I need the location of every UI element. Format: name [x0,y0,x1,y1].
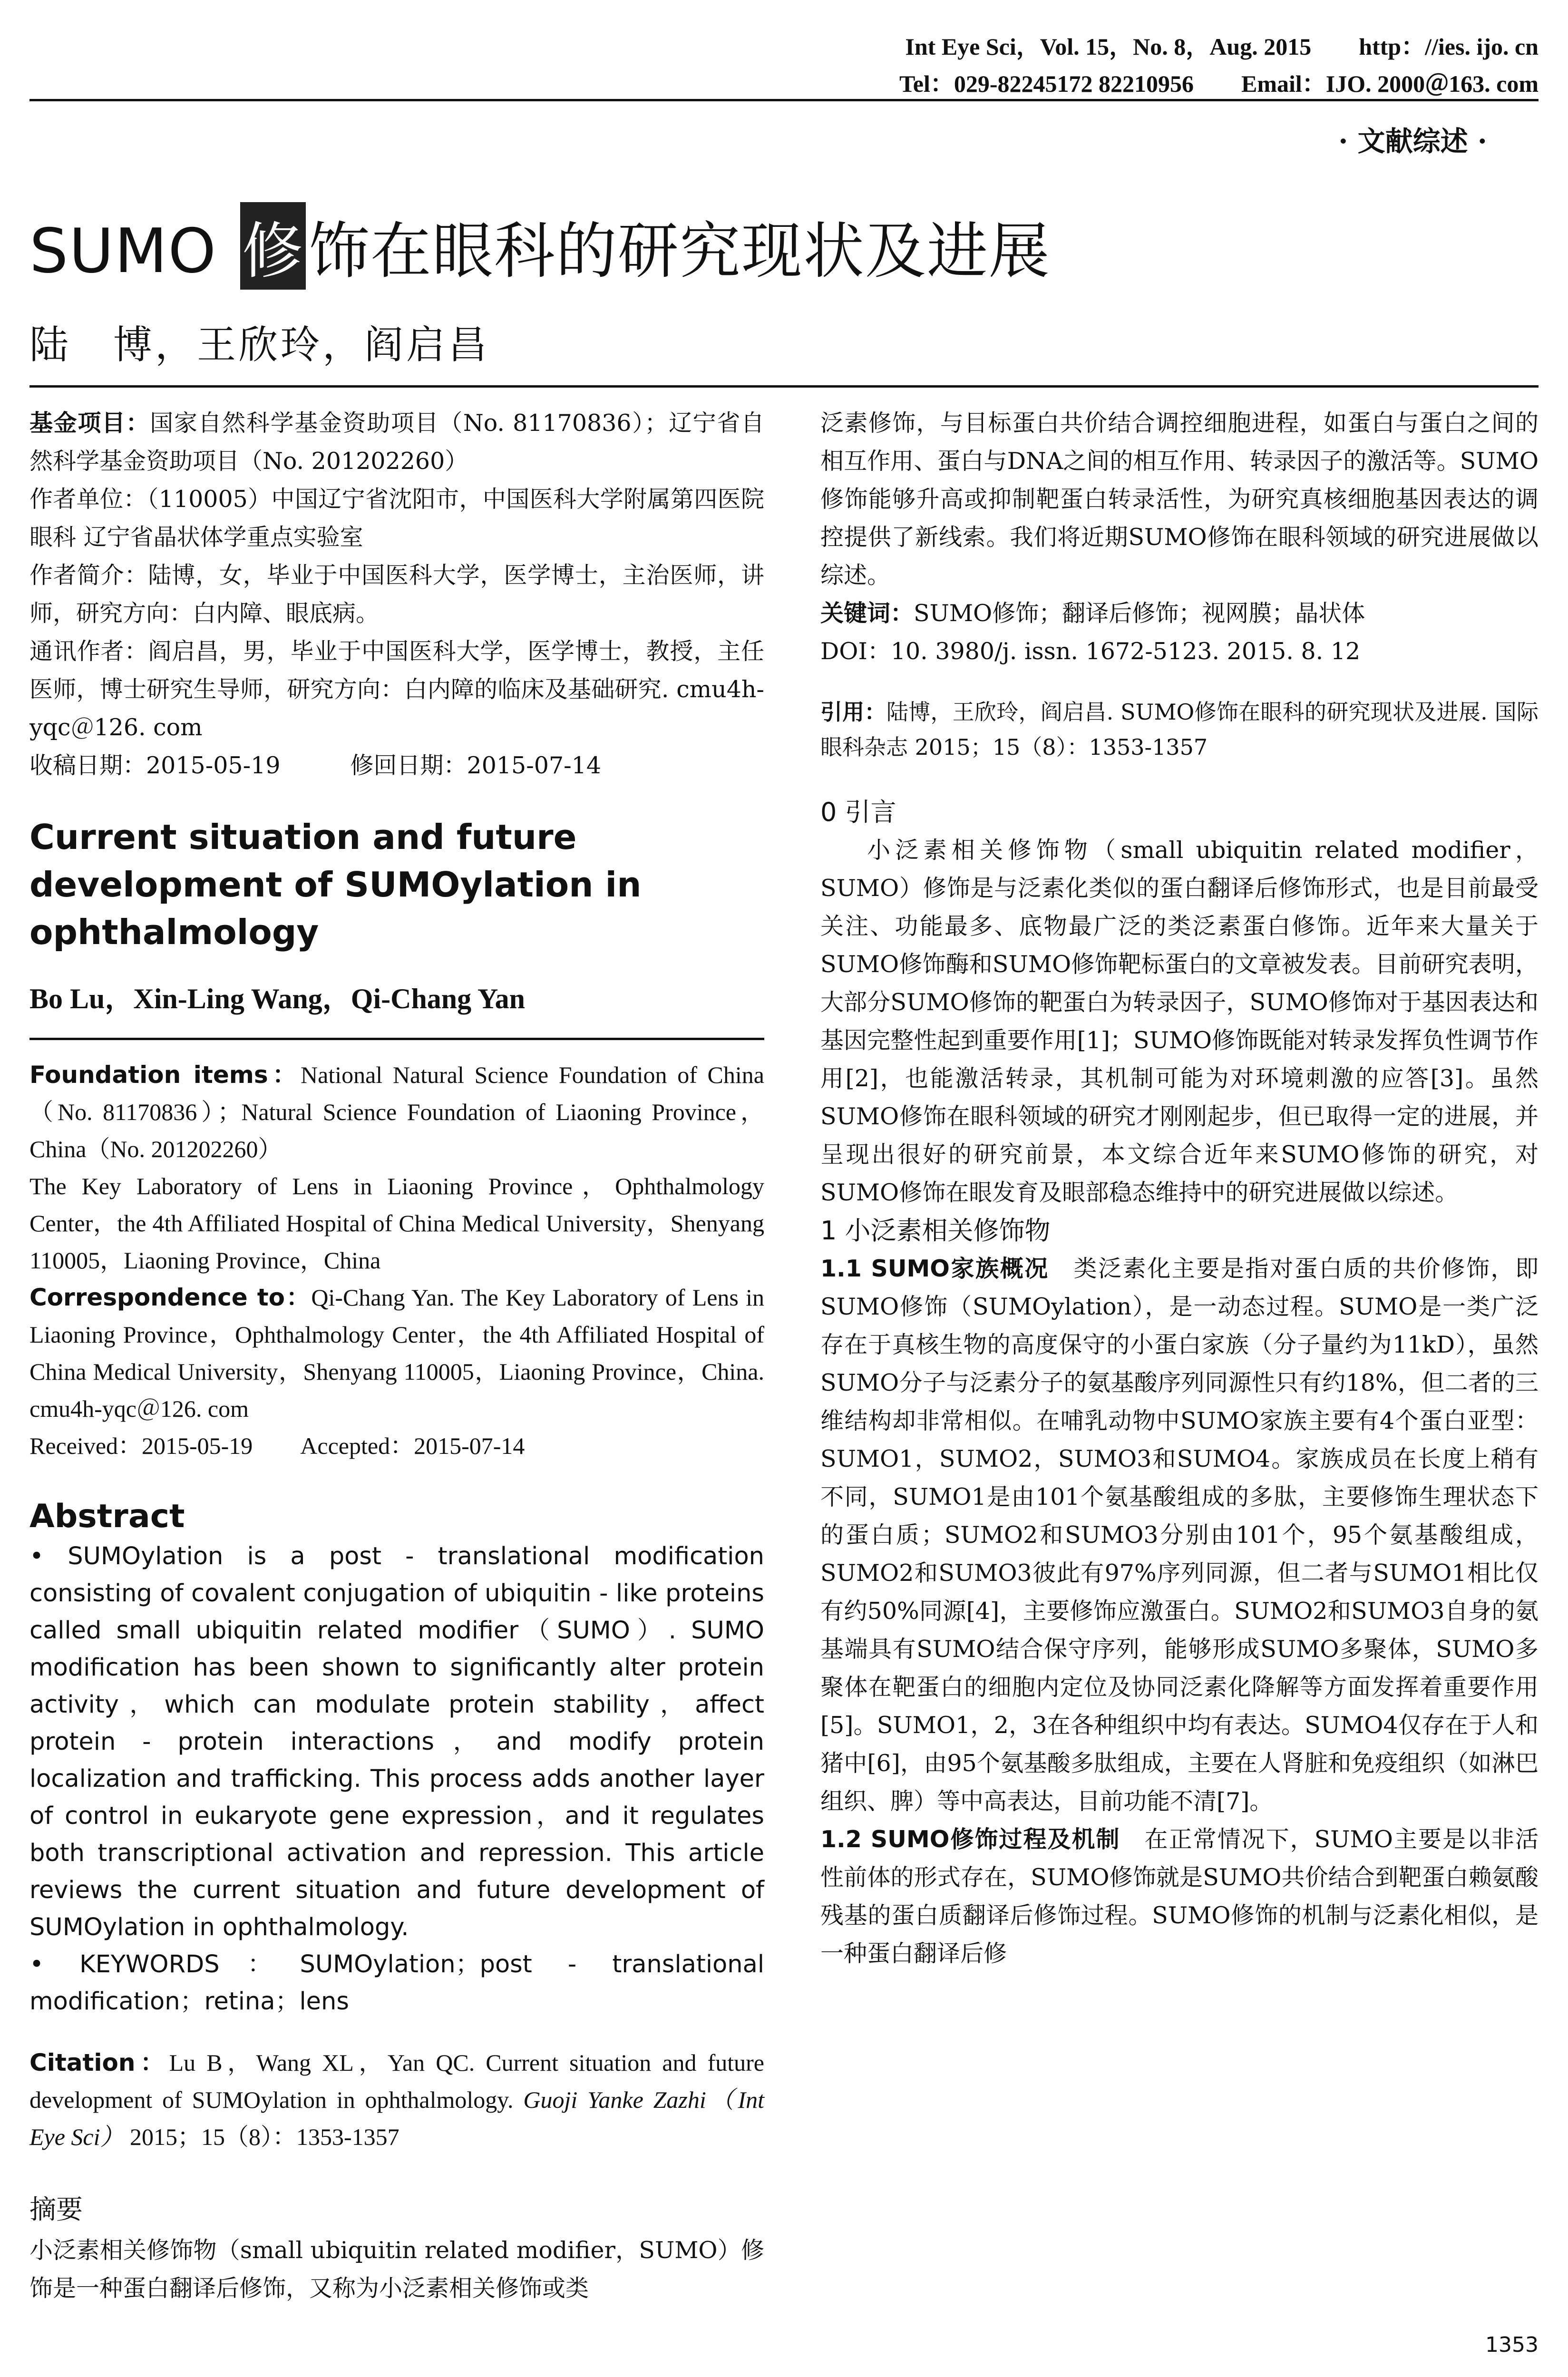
cite-cn: 引用：陆博，王欣玲，阎启昌. SUMO修饰在眼科的研究现状及进展. 国际眼科杂志 2015；15（8）：1353-1357 [820,699,1539,760]
keywords-cn: 关键词：SUMO修饰；翻译后修饰；视网膜；晶状体 [820,600,1365,627]
received-accepted: Received：2015-05-19 Accepted：2015-07-14 [29,1432,525,1459]
foundation-items: Foundation items：National Natural Science Foundation of China（No. 81170836）；Natural Science Foundation of Liaoning Province，China（No. 201202260） [29,1061,764,1162]
right-column [820,404,1539,1973]
keywords-en: • KEYWORDS：SUMOylation；post - translational modification；retina；lens [29,1950,764,2016]
title-part: 饰在眼科的研究现状及进展 [308,216,1051,287]
title-highlight: 修 [240,202,306,290]
affiliation-en: The Key Laboratory of Lens in Liaoning Province，Ophthalmology Center，the 4th Affiliated Hospital of China Medical University，Shenyang 110005，Liaoning Province，China [29,1173,764,1274]
section-0-heading: 0 引言 [820,797,896,827]
chinese-abstract: 小泛素相关修饰物（small ubiquitin related modifier，SUMO）修饰是一种蛋白翻译后修饰，又称为小泛素相关修饰或类 [29,2237,764,2302]
citation: Citation：Lu B，Wang XL，Yan QC. Current situation and future development of SUMOylation in ophthalmology. Guoji Yanke Zazhi（Int Eye Sci） 2015；15（8）：1353-1357 [29,2049,765,2150]
journal-url[interactable]: http：//ies. ijo. cn [1359,33,1539,60]
abstract-heading: Abstract [29,1498,185,1535]
article-title [29,202,1051,290]
journal-email[interactable]: Email：IJO. 2000＠163. com [1241,70,1539,97]
section-1-heading: 1 小泛素相关修饰物 [820,1216,1051,1246]
received-dates-cn: 收稿日期：2015-05-19 修回日期：2015-07-14 [29,752,602,779]
english-authors: Bo Lu，Xin-Ling Wang，Qi-Chang Yan [29,976,764,1040]
divider [29,385,1539,388]
author-bio: 作者简介：陆博，女，毕业于中国医科大学，医学博士，主治医师，讲师，研究方向：白内障、眼底病。 [29,562,764,627]
section-1-2: 1.2 SUMO修饰过程及机制 在正常情况下，SUMO主要是以非活性前体的形式存在，SUMO修饰就是SUMO共价结合到靶蛋白赖氨酸残基的蛋白质翻译后修饰过程。SUMO修饰的机制与泛素化相似，是一种蛋白翻译后修 [820,1826,1539,1967]
journal-tel: Tel：029-82245172 82210956 [899,70,1194,97]
authors-chinese: 陆 博，王欣玲，阎启昌 [29,322,490,368]
affiliation-info: 作者单位：（110005）中国辽宁省沈阳市，中国医科大学附属第四医院眼科 辽宁省晶状体学重点实验室 [29,486,764,551]
corresponding-author: 通讯作者：阎启昌，男，毕业于中国医科大学，医学博士，教授，主任医师，博士研究生导师，研究方向：白内障的临床及基础研究. cmu4h-yqc＠126. com [29,638,764,741]
chinese-abstract-cont: 泛素修饰，与目标蛋白共价结合调控细胞进程，如蛋白与蛋白之间的相互作用、蛋白与DNA之间的相互作用、转录因子的激活等。SUMO修饰能够升高或抑制靶蛋白转录活性，为研究真核细胞基因表达的调控提供了新线索。我们将近期SUMO修饰在眼科领域的研究进展做以综述。 [820,409,1539,589]
article-category: · 文献综述 · [1338,125,1487,157]
page-number: 1353 [1485,2333,1539,2357]
abstract-text: • SUMOylation is a post - translational modification consisting of covalent conjugation of ubiquitin - like proteins called small ubiquitin related modifier（SUMO）. SUMO modification has been shown to significantly alter protein activity，which can modulate protein stability，affect protein - protein interactions，and modify protein localization and trafficking. This process adds another layer of control in eukaryote gene expression，and it regulates both transcriptional activation and repression. This article reviews the current situation and future development of SUMOylation in ophthalmology. [29,1542,764,1941]
correspondence: Correspondence to：Qi-Chang Yan. The Key Laboratory of Lens in Liaoning Province，Ophthalmology Center，the 4th Affiliated Hospital of China Medical University，Shenyang 110005，Liaoning Province，China. cmu4h-yqc＠126. com [29,1284,764,1422]
left-column [29,404,764,2308]
doi[interactable]: DOI：10. 3980/j. issn. 1672-5123. 2015. 8. 12 [820,638,1361,665]
english-title: Current situation and future development of SUMOylation in ophthalmology [29,817,642,952]
chinese-abstract-heading: 摘要 [29,2194,83,2225]
title-part: SUMO [29,216,237,287]
funding-info: 基金项目：国家自然科学基金资助项目（No. 81170836）；辽宁省自然科学基金资助项目（No. 201202260） [29,409,764,475]
running-header [29,28,1539,101]
journal-citation: Int Eye Sci，Vol. 15，No. 8，Aug. 2015 [905,33,1312,60]
section-1-1: 1.1 SUMO家族概况 类泛素化主要是指对蛋白质的共价修饰，即SUMO修饰（SUMOylation），是一动态过程。SUMO是一类广泛存在于真核生物的高度保守的小蛋白家族（分子量约为11kD），虽然SUMO分子与泛素分子的氨基酸序列同源性只有约18%，但二者的三维结构却非常相似。在哺乳动物中SUMO家族主要有4个蛋白亚型：SUMO1，SUMO2，SUMO3和SUMO4。家族成员在长度上稍有不同，SUMO1是由101个氨基酸组成的多肽，主要修饰生理状态下的蛋白质；SUMO2和SUMO3分别由101个，95个氨基酸组成，SUMO2和SUMO3彼此有97%序列同源，但二者与SUMO1相比仅有约50%同源[4]，主要修饰应激蛋白。SUMO2和SUMO3自身的氨基端具有SUMO结合保守序列，能够形成SUMO多聚体，SUMO多聚体在靶蛋白的细胞内定位及协同泛素化降解等方面发挥着重要作用[5]。SUMO1，2，3在各种组织中均有表达。SUMO4仅存在于人和猪中[6]，由95个氨基酸多肽组成，主要在人肾脏和免疫组织（如淋巴组织、脾）等中高表达，目前功能不清[7]。 [820,1255,1539,1815]
introduction-text: 小泛素相关修饰物（small ubiquitin related modifier，SUMO）修饰是与泛素化类似的蛋白翻译后修饰形式，也是目前最受关注、功能最多、底物最广泛的类泛素蛋白修饰。近年来大量关于SUMO修饰酶和SUMO修饰靶标蛋白的文章被发表。目前研究表明，大部分SUMO修饰的靶蛋白为转录因子，SUMO修饰对于基因表达和基因完整性起到重要作用[1]；SUMO修饰既能对转录发挥负性调节作用[2]，也能激活转录，其机制可能为对环境刺激的应答[3]。虽然SUMO修饰在眼科领域的研究才刚刚起步，但已取得一定的进展，并呈现出很好的研究前景，本文综合近年来SUMO修饰的研究，对SUMO修饰在眼发育及眼部稳态维持中的研究进展做以综述。 [820,837,1539,1206]
